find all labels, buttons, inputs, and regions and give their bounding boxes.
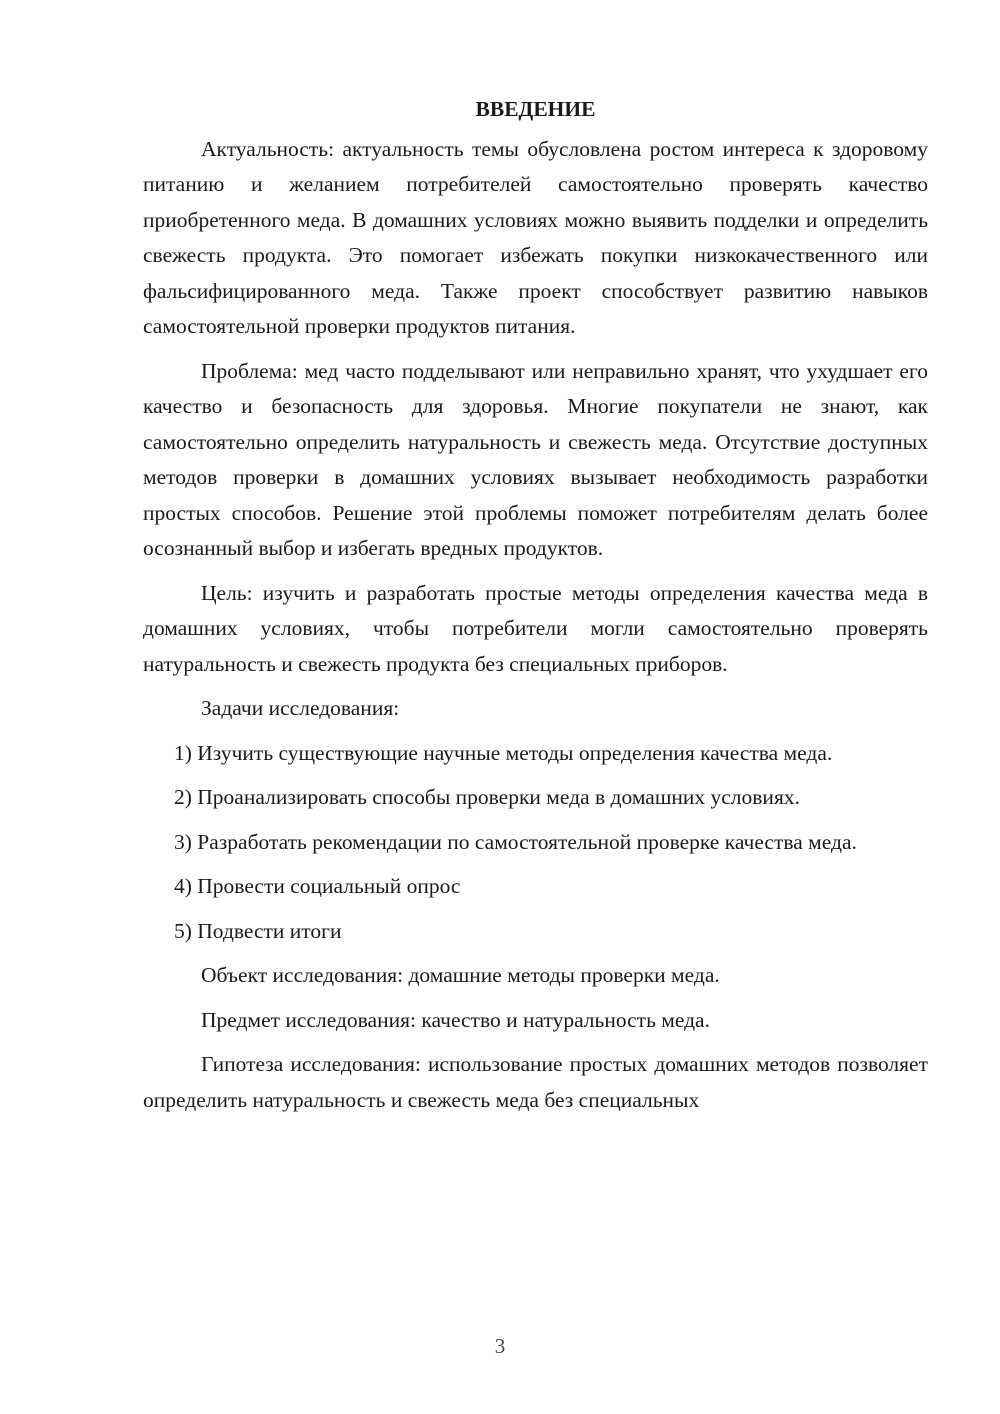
tasks-title: Задачи исследования: <box>201 696 400 720</box>
goal-paragraph: Цель: изучить и разработать простые методы определения качества меда в домашних условиях, чтобы потребители могли самостоятельно проверять натуральность и свежесть продукта без специальных приборов. <box>143 580 928 676</box>
task-item: 5) Подвести итоги <box>174 918 342 943</box>
object-paragraph: Объект исследования: домашние методы проверки меда. <box>201 963 720 987</box>
task-item: 1) Изучить существующие научные методы определения качества меда. <box>174 740 833 765</box>
task-item: 3) Разработать рекомендации по самостоятельной проверке качества меда. <box>174 829 857 854</box>
problem-paragraph: Проблема: мед часто подделывают или неправильно хранят, что ухудшает его качество и безопасность для здоровья. Многие покупатели не знают, как самостоятельно определить натуральность и свежесть меда. Отсутствие доступных методов проверки в домашних условиях вызывает необходимость разработки простых способов. Решение этой проблемы поможет потребителям делать более осознанный выбор и избегать вредных продуктов. <box>143 358 928 560</box>
subject-paragraph: Предмет исследования: качество и натуральность меда. <box>201 1007 710 1032</box>
task-item: 4) Провести социальный опрос <box>174 874 461 898</box>
document-page <box>143 92 928 1127</box>
task-item: 2) Проанализировать способы проверки меда в домашних условиях. <box>174 785 800 809</box>
relevance-paragraph: Актуальность: актуальность темы обусловлена ростом интереса к здоровому питанию и желанием потребителей самостоятельно проверять качество приобретенного меда. В домашних условиях можно выявить подделки и определить свежесть продукта. Это помогает избежать покупки низкокачественного или фальсифицированного меда. Также проект способствует развитию навыков самостоятельной проверки продуктов питания. <box>143 136 928 338</box>
page-number: 3 <box>494 1334 506 1358</box>
section-heading: ВВЕДЕНИЕ <box>475 97 596 121</box>
hypothesis-paragraph: Гипотеза исследования: использование простых домашних методов позволяет определить натуральность и свежесть меда без специальных <box>143 1052 928 1112</box>
